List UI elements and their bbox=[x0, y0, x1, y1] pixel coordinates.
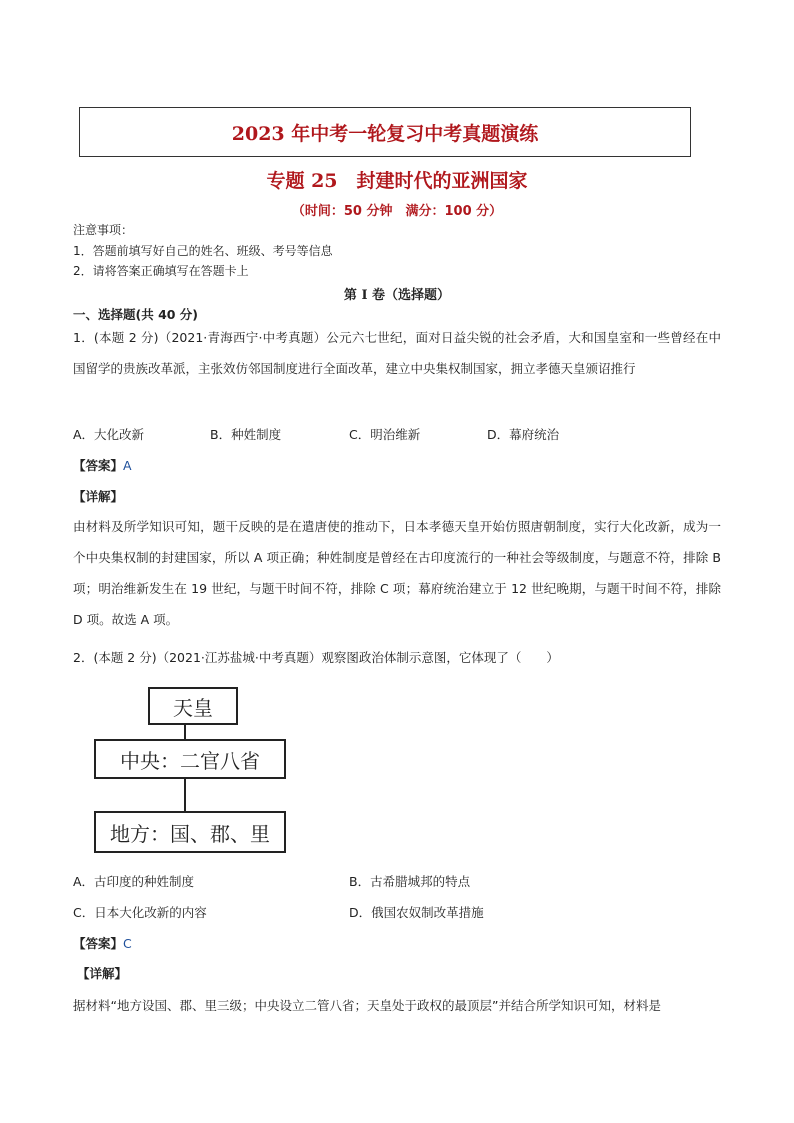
part-title: 一、选择题(共 40 分) bbox=[73, 307, 199, 322]
notice-item-1: 1．答题前填写好自己的姓名、班级、考号等信息 bbox=[73, 244, 333, 258]
notice-item-2: 2．请将答案正确填写在答题卡上 bbox=[73, 264, 249, 278]
time-limit: （时间：50 分钟 满分：100 分） bbox=[291, 204, 503, 219]
q1-answer-label: 【答案】 bbox=[73, 458, 124, 473]
q1-option-d: D．幕府统治 bbox=[487, 427, 560, 442]
title-box bbox=[79, 107, 691, 157]
q1-detail: 由材料及所学知识可知，题干反映的是在遣唐使的推动下，日本孝德天皇开始仿照唐朝制度，实行大化改新，成为一个中央集权制的封建国家，所以 A 项正确；种姓制度是曾经在古印度流行的一种社会等级制度，与题意不符，排除 B 项；明治维新发生在 19 世纪，与题干时间不符，排除 C 项；幕府统治建立于 12 世纪晚期，与题干时间不符，排除 D 项。故选 A 项。 bbox=[73, 519, 721, 627]
q2-answer-value: C bbox=[123, 936, 132, 951]
q1-stem: 1．(本题 2 分)（2021·青海西宁·中考真题）公元六七世纪，面对日益尖锐的社会矛盾，大和国皇室和一些曾经在中国留学的贵族改革派，主张效仿邻国制度进行全面改革，建立中央集权制国家，拥立孝德天皇颁诏推行 bbox=[73, 330, 721, 376]
q2-option-a: A．古印度的种姓制度 bbox=[73, 874, 195, 889]
document-subtitle: 专题 25 封建时代的亚洲国家 bbox=[266, 170, 528, 192]
q2-option-d: D．俄国农奴制改革措施 bbox=[349, 905, 484, 920]
political-system-diagram bbox=[92, 684, 288, 856]
diagram-box-local: 地方：国、郡、里 bbox=[94, 811, 286, 853]
diagram-box-emperor: 天皇 bbox=[148, 687, 238, 725]
volume-title: 第 I 卷（选择题） bbox=[343, 288, 451, 303]
q1-option-c: C．明治维新 bbox=[349, 427, 421, 442]
diagram-connector-2 bbox=[184, 779, 186, 811]
document-title: 2023 年中考一轮复习中考真题演练 bbox=[231, 122, 539, 145]
q2-option-c: C．日本大化改新的内容 bbox=[73, 905, 207, 920]
q2-option-b: B．古希腊城邦的特点 bbox=[349, 874, 471, 889]
q1-detail-label: 【详解】 bbox=[73, 489, 124, 504]
q2-detail-label: 【详解】 bbox=[77, 966, 128, 981]
q1-answer bbox=[73, 456, 132, 474]
q2-detail: 据材料“地方设国、郡、里三级；中央设立二管八省；天皇处于政权的最顶层”并结合所学知识可知，材料是 bbox=[73, 998, 661, 1013]
q1-option-b: B．种姓制度 bbox=[210, 427, 282, 442]
q1-option-a: A．大化改新 bbox=[73, 427, 145, 442]
q2-answer-label: 【答案】 bbox=[73, 936, 124, 951]
q2-stem: 2．(本题 2 分)（2021·江苏盐城·中考真题）观察图政治体制示意图，它体现了（ ） bbox=[73, 650, 559, 665]
diagram-connector-1 bbox=[184, 725, 186, 739]
q1-answer-value: A bbox=[123, 458, 132, 473]
q2-answer bbox=[73, 934, 132, 952]
diagram-box-central: 中央：二官八省 bbox=[94, 739, 286, 779]
notice-heading: 注意事项： bbox=[73, 223, 134, 237]
